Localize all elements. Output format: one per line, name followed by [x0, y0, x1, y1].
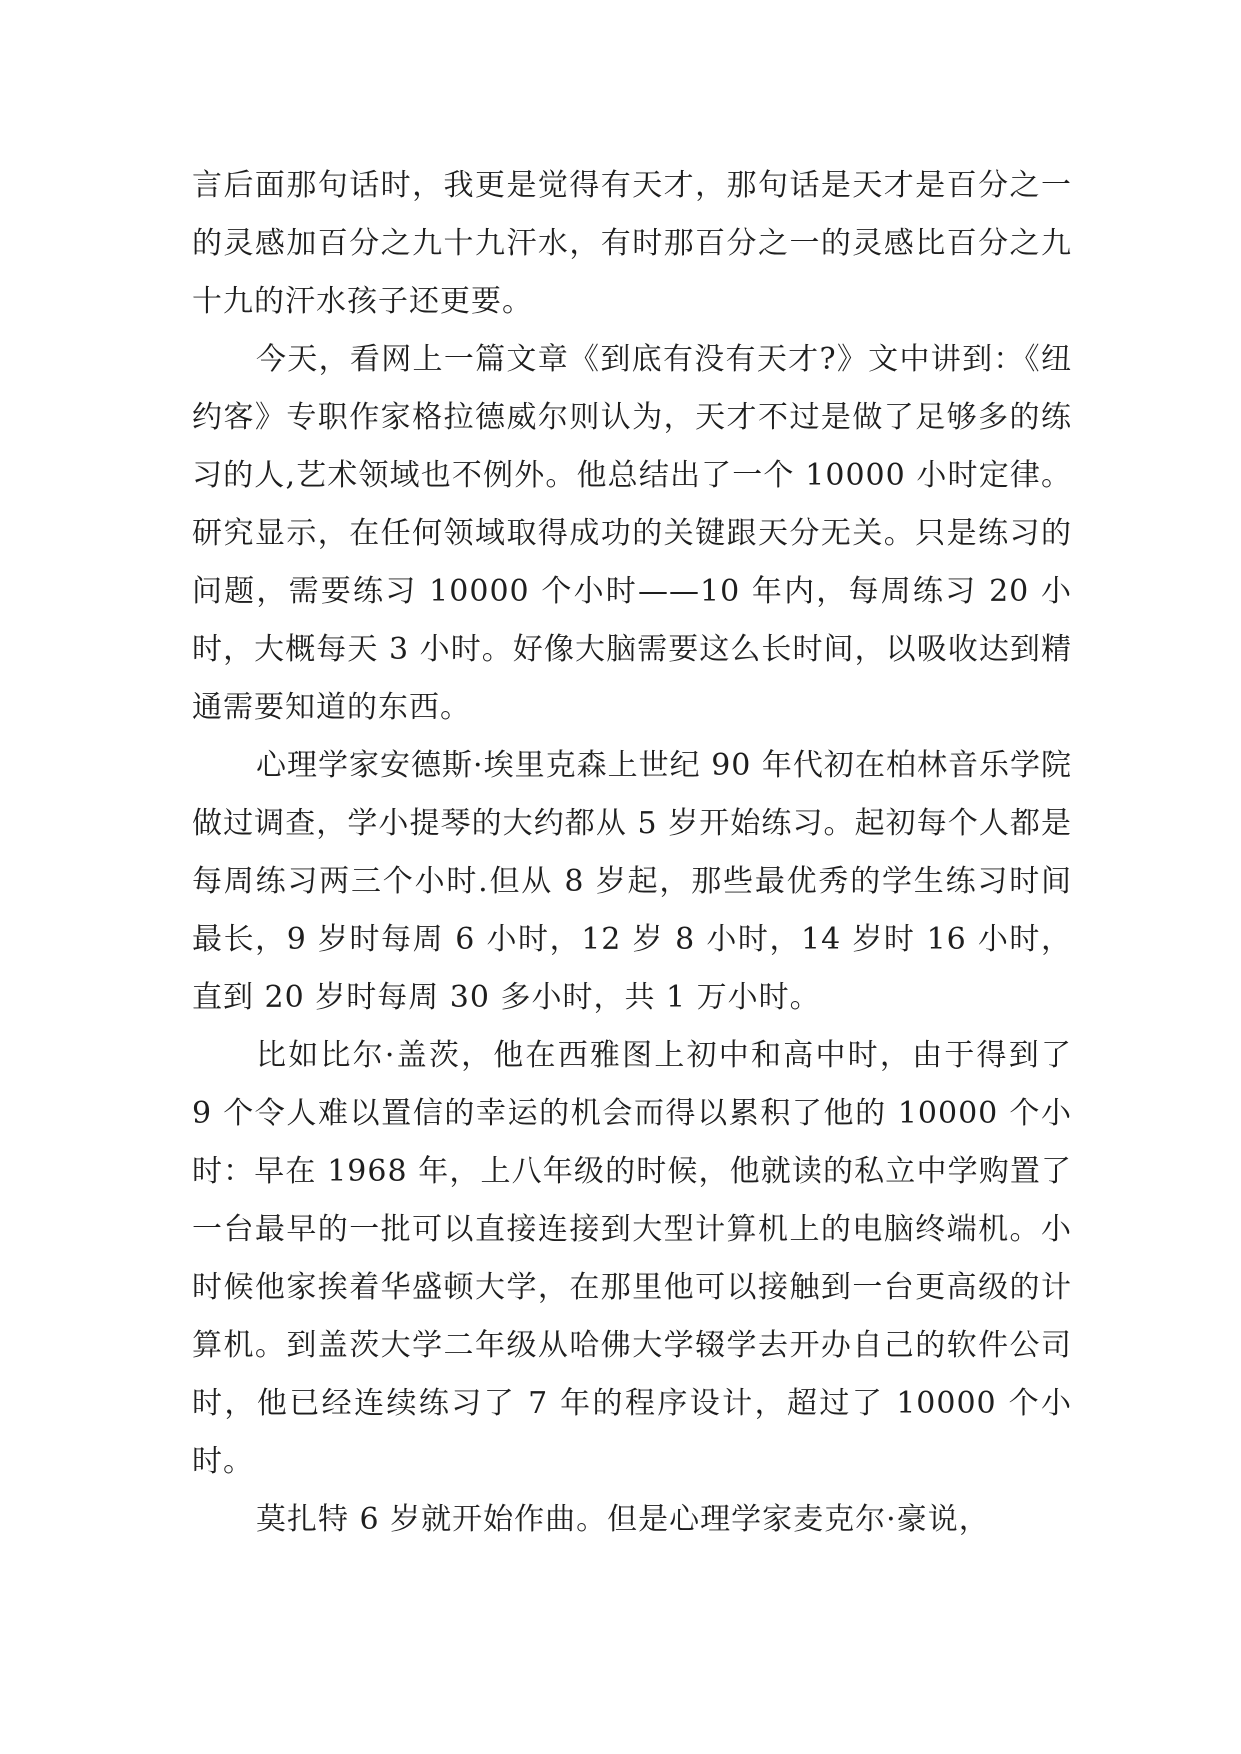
body-text	[192, 157, 1072, 1549]
paragraph-1: 言后面那句话时，我更是觉得有天才，那句话是天才是百分之一的灵感加百分之九十九汗水，有时那百分之一的灵感比百分之九十九的汗水孩子还更要。	[192, 168, 1072, 319]
paragraph-4: 比如比尔·盖茨，他在西雅图上初中和高中时，由于得到了 9 个令人难以置信的幸运的机会而得以累积了他的 10000 个小时：早在 1968 年，上八年级的时候，他就读的私立中学购置了一台最早的一批可以直接连接到大型计算机上的电脑终端机。小时候他家挨着华盛顿大学，在那里他可以接触到一台更高级的计算机。到盖茨大学二年级从哈佛大学辍学去开办自己的软件公司时，他已经连续练习了 7 年的程序设计，超过了 10000 个小时。	[192, 1038, 1072, 1479]
paragraph-5: 莫扎特 6 岁就开始作曲。但是心理学家麦克尔·豪说，	[256, 1502, 990, 1537]
paragraph-2: 今天，看网上一篇文章《到底有没有天才?》文中讲到：《纽约客》专职作家格拉德威尔则认为，天才不过是做了足够多的练习的人,艺术领域也不例外。他总结出了一个 10000 小时定律。研究显示，在任何领域取得成功的关键跟天分无关。只是练习的问题，需要练习 10000 个小时——10 年内，每周练习 20 小时，大概每天 3 小时。好像大脑需要这么长时间，以吸收达到精通需要知道的东西。	[192, 342, 1072, 725]
paragraph-3: 心理学家安德斯·埃里克森上世纪 90 年代初在柏林音乐学院做过调查，学小提琴的大约都从 5 岁开始练习。起初每个人都是每周练习两三个小时.但从 8 岁起，那些最优秀的学生练习时间最长，9 岁时每周 6 小时，12 岁 8 小时，14 岁时 16 小时，直到 20 岁时每周 30 多小时，共 1 万小时。	[192, 748, 1072, 1015]
